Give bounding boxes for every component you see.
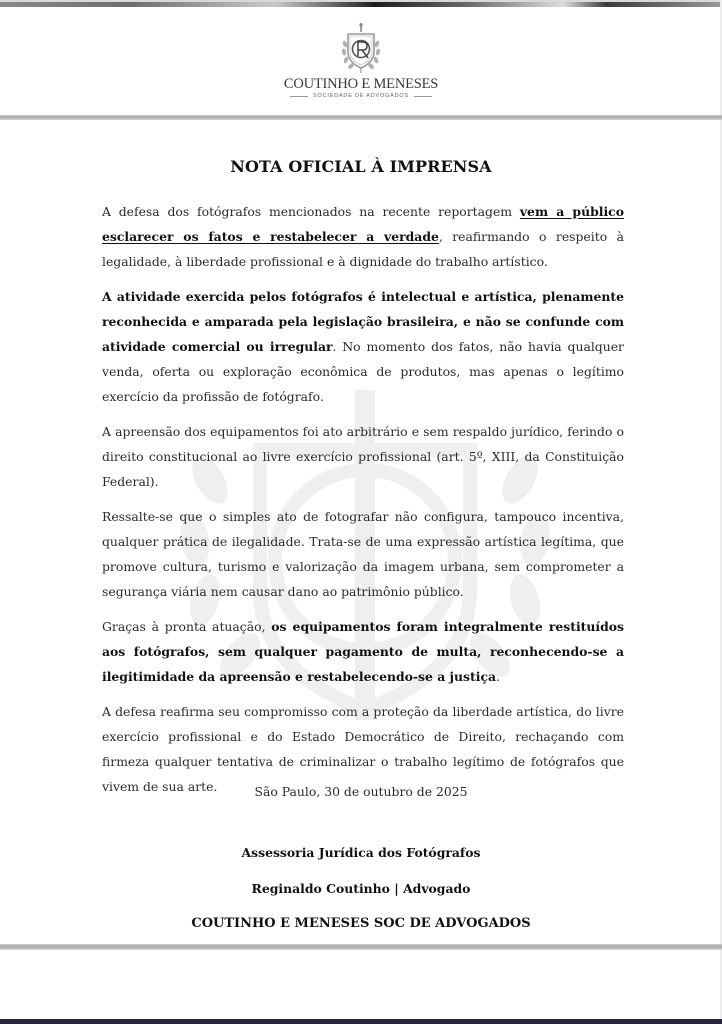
paragraph-1 [102, 199, 624, 274]
firm-subtitle-row [0, 93, 722, 99]
firm-name: COUTINHO E MENESES [283, 76, 439, 92]
document-body [102, 199, 624, 809]
signature-firm: COUTINHO E MENESES SOC DE ADVOGADOS [191, 916, 531, 931]
date-line: São Paulo, 30 de outubro de 2025 [254, 784, 468, 799]
paragraph-text: A defesa reafirma seu compromisso com a proteção da liberdade artística, do livre exercício profissional e do Estado Democrático de Direito, rechaçando com firmeza qualquer tentativa de criminalizar o trabalho legítimo de fotógrafos que vivem de sua arte. [102, 704, 624, 794]
paragraph-2 [102, 284, 624, 409]
paragraph-text: Ressalte-se que o simples ato de fotografar não configura, tampouco incentiva, qualquer prática de ilegalidade. Trata-se de uma expressão artística legítima, que promove cultura, turismo e valorização da imagem urbana, sem comprometer a segurança viária nem causar dano ao patrimônio público. [102, 509, 624, 599]
paragraph-text: . No momento dos fatos, não havia qualquer venda, oferta ou exploração econômica de produtos, mas apenas o legítimo exercício da profissão de fotógrafo. [102, 339, 624, 404]
subtitle-divider-left [290, 96, 308, 97]
paragraph-text: A defesa dos fotógrafos mencionados na recente reportagem [102, 204, 520, 219]
paragraph-text: Graças à pronta atuação, [102, 619, 272, 634]
letterhead [0, 22, 722, 99]
paragraph-4 [102, 504, 624, 604]
paragraph-text: A apreensão dos equipamentos foi ato arbitrário e sem respaldo jurídico, ferindo o direito constitucional ao livre exercício profissional (art. 5º, XIII, da Constituição Federal). [102, 424, 624, 489]
document-title: NOTA OFICIAL À IMPRENSA [230, 157, 492, 176]
signature-department: Assessoria Jurídica dos Fotógrafos [241, 845, 481, 860]
paragraph-text: . [496, 669, 500, 684]
paragraph-text: , reafirmando o respeito à legalidade, à liberdade profissional e à dignidade do trabalho artístico. [102, 229, 624, 269]
header-divider [0, 115, 722, 120]
signature-attorney: Reginaldo Coutinho | Advogado [251, 881, 471, 896]
crest-r-monogram-icon [336, 22, 386, 74]
emphasized-text: vem a público esclarecer os fatos e restabelecer a verdade [102, 204, 624, 244]
paragraph-5 [102, 614, 624, 689]
emphasized-text: os equipamentos foram integralmente restituídos aos fotógrafos, sem qualquer pagamento de multa, reconhecendo-se a ilegitimidade da apreensão e restabelecendo-se a justiça [102, 619, 625, 684]
paragraph-3 [102, 419, 624, 494]
top-decorative-bar [0, 2, 722, 7]
subtitle-divider-right [414, 96, 432, 97]
bottom-decorative-bar [0, 1019, 722, 1024]
emphasized-text: A atividade exercida pelos fotógrafos é intelectual e artística, plenamente reconhecida e amparada pela legislação brasileira, e não se confunde com atividade comercial ou irregular [102, 289, 624, 354]
footer-divider [0, 944, 722, 950]
firm-subtitle: SOCIEDADE DE ADVOGADOS [313, 93, 409, 99]
